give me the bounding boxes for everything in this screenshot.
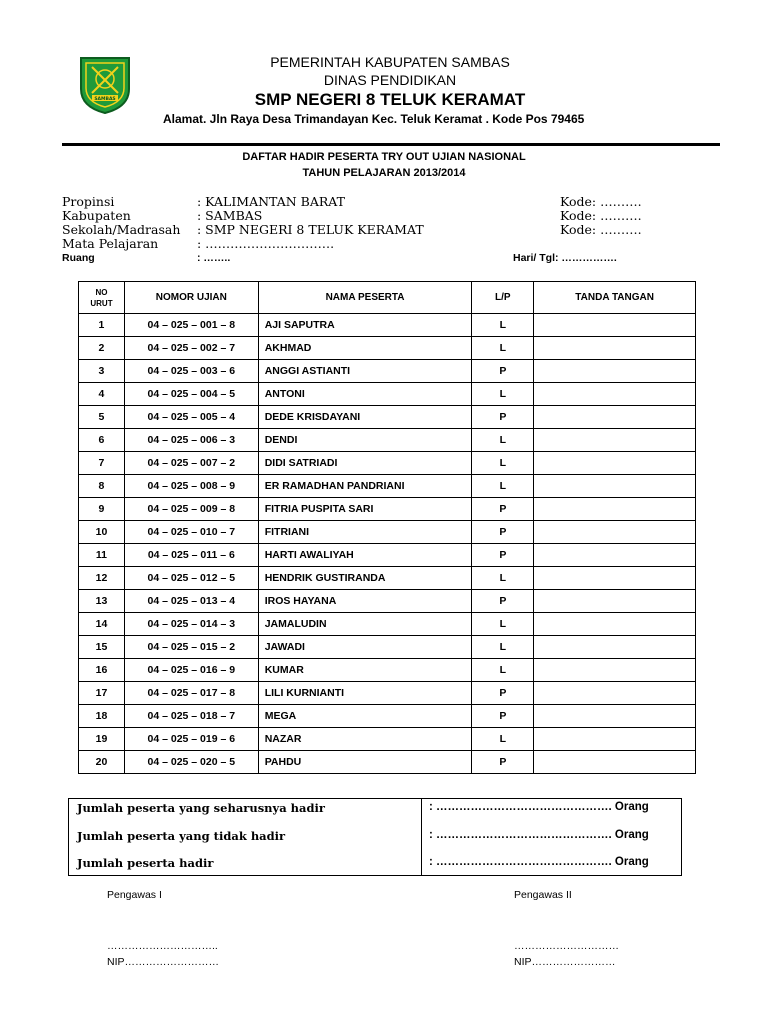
kode-kabupaten: Kode: ………. — [560, 208, 642, 223]
summary-divider — [421, 799, 422, 875]
cell-no: 11 — [79, 544, 125, 567]
table-row — [79, 498, 696, 521]
cell-nama-peserta: JAMALUDIN — [258, 613, 472, 636]
cell-lp: L — [472, 429, 534, 452]
cell-lp: L — [472, 383, 534, 406]
pengawas-2-label: Pengawas II — [514, 889, 572, 901]
cell-no: 6 — [79, 429, 125, 452]
cell-nomor-ujian: 04 – 025 – 007 – 2 — [124, 452, 258, 475]
cell-lp: L — [472, 636, 534, 659]
cell-no: 4 — [79, 383, 125, 406]
table-row — [79, 544, 696, 567]
kode-sekolah: Kode: ………. — [560, 222, 642, 237]
cell-no: 13 — [79, 590, 125, 613]
cell-nama-peserta: NAZAR — [258, 728, 472, 751]
header-no-urut: NO URUT — [79, 282, 125, 314]
cell-tanda-tangan — [534, 452, 696, 475]
cell-no: 3 — [79, 360, 125, 383]
cell-tanda-tangan — [534, 314, 696, 337]
cell-lp: L — [472, 613, 534, 636]
table-row — [79, 728, 696, 751]
cell-nomor-ujian: 04 – 025 – 015 – 2 — [124, 636, 258, 659]
cell-no: 9 — [79, 498, 125, 521]
mata-pelajaran-value: : …………………………. — [197, 236, 335, 251]
cell-lp: P — [472, 360, 534, 383]
cell-nama-peserta: LILI KURNIANTI — [258, 682, 472, 705]
cell-no: 7 — [79, 452, 125, 475]
ruang-value: : …….. — [197, 252, 231, 264]
cell-lp: L — [472, 337, 534, 360]
cell-lp: L — [472, 659, 534, 682]
cell-nama-peserta: HARTI AWALIYAH — [258, 544, 472, 567]
cell-lp: L — [472, 475, 534, 498]
cell-no: 15 — [79, 636, 125, 659]
cell-lp: P — [472, 544, 534, 567]
cell-nama-peserta: JAWADI — [258, 636, 472, 659]
cell-nama-peserta: ANTONI — [258, 383, 472, 406]
cell-no: 12 — [79, 567, 125, 590]
cell-nomor-ujian: 04 – 025 – 006 – 3 — [124, 429, 258, 452]
summary-present-value: : ………………………………………. Orang — [429, 856, 649, 868]
cell-nama-peserta: DIDI SATRIADI — [258, 452, 472, 475]
cell-nama-peserta: DEDE KRISDAYANI — [258, 406, 472, 429]
cell-lp: P — [472, 406, 534, 429]
cell-nama-peserta: MEGA — [258, 705, 472, 728]
header-tanda-tangan: TANDA TANGAN — [534, 282, 696, 314]
mata-pelajaran-label: Mata Pelajaran — [62, 236, 159, 251]
cell-nomor-ujian: 04 – 025 – 013 – 4 — [124, 590, 258, 613]
table-row — [79, 429, 696, 452]
header-government: PEMERINTAH KABUPATEN SAMBAS — [270, 54, 510, 70]
pengawas-1-label: Pengawas I — [107, 889, 162, 901]
header-nomor-ujian: NOMOR UJIAN — [124, 282, 258, 314]
cell-nama-peserta: DENDI — [258, 429, 472, 452]
cell-lp: P — [472, 751, 534, 774]
cell-nomor-ujian: 04 – 025 – 019 – 6 — [124, 728, 258, 751]
cell-tanda-tangan — [534, 728, 696, 751]
summary-absent-value: : ………………………………………. Orang — [429, 829, 649, 841]
cell-tanda-tangan — [534, 337, 696, 360]
cell-tanda-tangan — [534, 682, 696, 705]
table-row — [79, 406, 696, 429]
header-school-name: SMP NEGERI 8 TELUK KERAMAT — [254, 90, 526, 109]
cell-tanda-tangan — [534, 613, 696, 636]
cell-tanda-tangan — [534, 705, 696, 728]
cell-no: 19 — [79, 728, 125, 751]
pengawas-1-name-line: ………………………….. — [107, 940, 218, 952]
cell-lp: L — [472, 567, 534, 590]
propinsi-value: : KALIMANTAN BARAT — [197, 194, 345, 209]
table-row — [79, 705, 696, 728]
sekolah-value: : SMP NEGERI 8 TELUK KERAMAT — [197, 222, 424, 237]
cell-tanda-tangan — [534, 383, 696, 406]
cell-lp: P — [472, 705, 534, 728]
cell-nomor-ujian: 04 – 025 – 005 – 4 — [124, 406, 258, 429]
cell-nomor-ujian: 04 – 025 – 003 – 6 — [124, 360, 258, 383]
cell-tanda-tangan — [534, 659, 696, 682]
table-row — [79, 613, 696, 636]
cell-no: 2 — [79, 337, 125, 360]
table-row — [79, 360, 696, 383]
table-row — [79, 636, 696, 659]
summary-expected-label: Jumlah peserta yang seharusnya hadir — [77, 801, 325, 815]
table-row — [79, 314, 696, 337]
document-subtitle: TAHUN PELAJARAN 2013/2014 — [302, 167, 466, 179]
table-row — [79, 337, 696, 360]
cell-nama-peserta: ER RAMADHAN PANDRIANI — [258, 475, 472, 498]
cell-nomor-ujian: 04 – 025 – 020 – 5 — [124, 751, 258, 774]
cell-nama-peserta: IROS HAYANA — [258, 590, 472, 613]
logo-text: SAMBAS — [94, 97, 116, 102]
cell-nomor-ujian: 04 – 025 – 016 – 9 — [124, 659, 258, 682]
cell-tanda-tangan — [534, 751, 696, 774]
cell-nomor-ujian: 04 – 025 – 001 – 8 — [124, 314, 258, 337]
header-lp: L/P — [472, 282, 534, 314]
table-row — [79, 475, 696, 498]
table-row — [79, 751, 696, 774]
cell-nomor-ujian: 04 – 025 – 012 – 5 — [124, 567, 258, 590]
attendance-table — [78, 281, 696, 774]
table-row — [79, 567, 696, 590]
cell-no: 16 — [79, 659, 125, 682]
cell-tanda-tangan — [534, 567, 696, 590]
cell-lp: P — [472, 590, 534, 613]
pengawas-2-nip: NIP…………………… — [514, 956, 616, 968]
cell-lp: P — [472, 498, 534, 521]
attendance-summary-box — [68, 798, 682, 876]
cell-tanda-tangan — [534, 636, 696, 659]
cell-nomor-ujian: 04 – 025 – 014 – 3 — [124, 613, 258, 636]
cell-nomor-ujian: 04 – 025 – 010 – 7 — [124, 521, 258, 544]
kabupaten-label: Kabupaten — [62, 208, 131, 223]
table-row — [79, 521, 696, 544]
cell-nomor-ujian: 04 – 025 – 008 – 9 — [124, 475, 258, 498]
cell-no: 20 — [79, 751, 125, 774]
table-row — [79, 452, 696, 475]
document-title: DAFTAR HADIR PESERTA TRY OUT UJIAN NASIONAL — [242, 151, 526, 163]
header-address: Alamat. Jln Raya Desa Trimandayan Kec. Teluk Keramat . Kode Pos 79465 — [163, 112, 585, 126]
cell-no: 1 — [79, 314, 125, 337]
cell-lp: L — [472, 314, 534, 337]
cell-tanda-tangan — [534, 498, 696, 521]
cell-tanda-tangan — [534, 521, 696, 544]
cell-nama-peserta: AKHMAD — [258, 337, 472, 360]
cell-nama-peserta: HENDRIK GUSTIRANDA — [258, 567, 472, 590]
cell-nama-peserta: FITRIANI — [258, 521, 472, 544]
summary-expected-value: : ………………………………………. Orang — [429, 801, 649, 813]
table-row — [79, 682, 696, 705]
cell-nomor-ujian: 04 – 025 – 004 – 5 — [124, 383, 258, 406]
cell-lp: P — [472, 682, 534, 705]
table-header-row — [79, 282, 696, 314]
header-nama-peserta: NAMA PESERTA — [258, 282, 472, 314]
cell-no: 14 — [79, 613, 125, 636]
cell-no: 5 — [79, 406, 125, 429]
cell-no: 8 — [79, 475, 125, 498]
table-row — [79, 659, 696, 682]
cell-tanda-tangan — [534, 406, 696, 429]
cell-nama-peserta: AJI SAPUTRA — [258, 314, 472, 337]
kabupaten-value: : SAMBAS — [197, 208, 263, 223]
table-row — [79, 383, 696, 406]
header-divider — [62, 143, 720, 146]
cell-nomor-ujian: 04 – 025 – 009 – 8 — [124, 498, 258, 521]
school-emblem-logo — [78, 55, 132, 115]
cell-tanda-tangan — [534, 475, 696, 498]
cell-nama-peserta: FITRIA PUSPITA SARI — [258, 498, 472, 521]
pengawas-1-nip: NIP……………………… — [107, 956, 220, 968]
cell-nomor-ujian: 04 – 025 – 011 – 6 — [124, 544, 258, 567]
pengawas-2-name-line: ………………………… — [514, 940, 619, 952]
cell-nama-peserta: PAHDU — [258, 751, 472, 774]
summary-absent-label: Jumlah peserta yang tidak hadir — [77, 829, 286, 843]
hari-tanggal: Hari/ Tgl: ……………. — [513, 252, 617, 264]
header-department: DINAS PENDIDIKAN — [323, 72, 457, 88]
cell-tanda-tangan — [534, 360, 696, 383]
cell-no: 17 — [79, 682, 125, 705]
cell-nomor-ujian: 04 – 025 – 017 – 8 — [124, 682, 258, 705]
summary-present-label: Jumlah peserta hadir — [77, 856, 214, 870]
cell-tanda-tangan — [534, 429, 696, 452]
cell-no: 10 — [79, 521, 125, 544]
cell-tanda-tangan — [534, 590, 696, 613]
cell-nama-peserta: ANGGI ASTIANTI — [258, 360, 472, 383]
cell-lp: L — [472, 452, 534, 475]
cell-nama-peserta: KUMAR — [258, 659, 472, 682]
cell-nomor-ujian: 04 – 025 – 002 – 7 — [124, 337, 258, 360]
propinsi-label: Propinsi — [62, 194, 115, 209]
table-row — [79, 590, 696, 613]
cell-nomor-ujian: 04 – 025 – 018 – 7 — [124, 705, 258, 728]
sekolah-label: Sekolah/Madrasah — [62, 222, 181, 237]
cell-lp: L — [472, 728, 534, 751]
kode-propinsi: Kode: ………. — [560, 194, 642, 209]
cell-lp: P — [472, 521, 534, 544]
ruang-label: Ruang — [62, 252, 95, 264]
cell-no: 18 — [79, 705, 125, 728]
cell-tanda-tangan — [534, 544, 696, 567]
